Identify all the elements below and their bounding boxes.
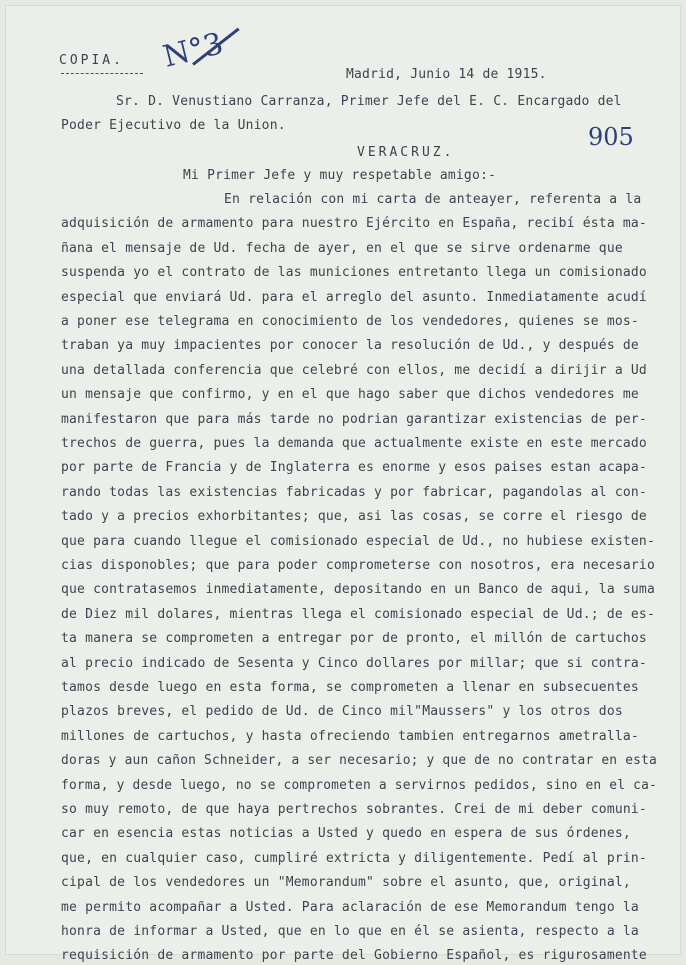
handwritten-number: N°3	[159, 26, 227, 75]
greeting: Mi Primer Jefe y muy respetable amigo:-	[183, 168, 497, 183]
copia-underline	[61, 73, 143, 74]
body-line: suspenda yo el contrato de las municiones entretanto llega un comisionado	[61, 265, 647, 281]
body-line: manifestaron que para más tarde no podrian garantizar existencias de per-	[61, 411, 647, 427]
body-line: especial que enviará Ud. para el arreglo del asunto. Inmediatamente acudí	[61, 289, 647, 305]
body-line: tamos desde luego en esta forma, se comprometen a llenar en subsecuentes	[61, 680, 639, 695]
body-line: car en esencia estas noticias a Usted y quedo en espera de sus órdenes,	[61, 826, 631, 842]
body-line: millones de cartuchos, y hasta ofreciendo tambien entregarnos ametralla-	[61, 728, 639, 744]
body-line: forma, y desde luego, no se comprometen a servirnos pedidos, sino en el ca-	[61, 777, 657, 793]
body-line: cias disponobles; que para poder comprometerse con nosotros, era necesario	[61, 558, 655, 573]
body-line: doras y aun cañon Schneider, a ser necesario; y que de no contratar en esta	[61, 753, 657, 769]
body-line: En relación con mi carta de anteayer, referenta a la	[224, 192, 642, 207]
addressee-line-2: Poder Ejecutivo de la Union.	[61, 118, 286, 133]
body-line: al precio indicado de Sesenta y Cinco dollares por millar; que si contra-	[61, 655, 647, 671]
page-number: 905	[588, 123, 634, 151]
body-line: a poner ese telegrama en conocimiento de los vendedores, quienes se mos-	[61, 314, 639, 329]
body-line: un mensaje que confirmo, y en el que hago saber que dichos vendedores me	[61, 387, 639, 403]
body-line: cipal de los vendedores un "Memorandum" sobre el asunto, que, original,	[61, 875, 631, 891]
body-line: ñana el mensaje de Ud. fecha de ayer, en el que se sirve ordenarme que	[61, 240, 623, 256]
letter-page	[5, 5, 681, 964]
body-line: una detallada conferencia que celebré con ellos, me decidí a dirijir a Ud	[61, 362, 647, 378]
body-line: honra de informar a Usted, que en lo que en él se asienta, respecto a la	[61, 924, 639, 939]
body-line: tado y a precios exhorbitantes; que, asi las cosas, se corre el riesgo de	[61, 509, 647, 525]
body-line: me permito acompañar a Usted. Para aclaración de ese Memorandum tengo la	[61, 899, 639, 915]
addressee-line-1: Sr. D. Venustiano Carranza, Primer Jefe del E. C. Encargado del	[116, 94, 622, 109]
letter-date: Madrid, Junio 14 de 1915.	[346, 67, 547, 82]
body-line: plazos breves, el pedido de Ud. de Cinco mil"Maussers" y los otros dos	[61, 704, 623, 720]
body-line: de Diez mil dolares, mientras llega el comisionado especial de Ud.; de es-	[61, 606, 655, 622]
body-line: ta manera se comprometen a entregar por de pronto, el millón de cartuchos	[61, 631, 647, 647]
body-line: adquisición de armamento para nuestro Ejército en España, recibí ésta ma-	[61, 216, 647, 232]
body-line: requisición de armamento por parte del Gobierno Español, es rigurosamente	[61, 948, 647, 964]
body-line: por parte de Francia y de Inglaterra es enorme y esos paises estan acapa-	[61, 460, 647, 476]
body-line: que contratasemos inmediatamente, depositando en un Banco de aqui, la suma	[61, 582, 655, 598]
body-line: rando todas las existencias fabricadas y por fabricar, pagandolas al con-	[61, 484, 647, 500]
body-line: so muy remoto, de que haya pertrechos sobrantes. Crei de mi deber comuni-	[61, 802, 647, 817]
body-line: que para cuando llegue el comisionado especial de Ud., no hubiese existen-	[61, 533, 655, 549]
copia-label: COPIA.	[59, 53, 124, 68]
body-line: que, en cualquier caso, cumpliré extricta y diligentemente. Pedí al prin-	[61, 850, 647, 866]
addressee-city: VERACRUZ.	[357, 145, 455, 160]
body-line: trechos de guerra, pues la demanda que actualmente existe en este mercado	[61, 436, 647, 451]
body-line: traban ya muy impacientes por conocer la resolución de Ud., y después de	[61, 338, 639, 354]
